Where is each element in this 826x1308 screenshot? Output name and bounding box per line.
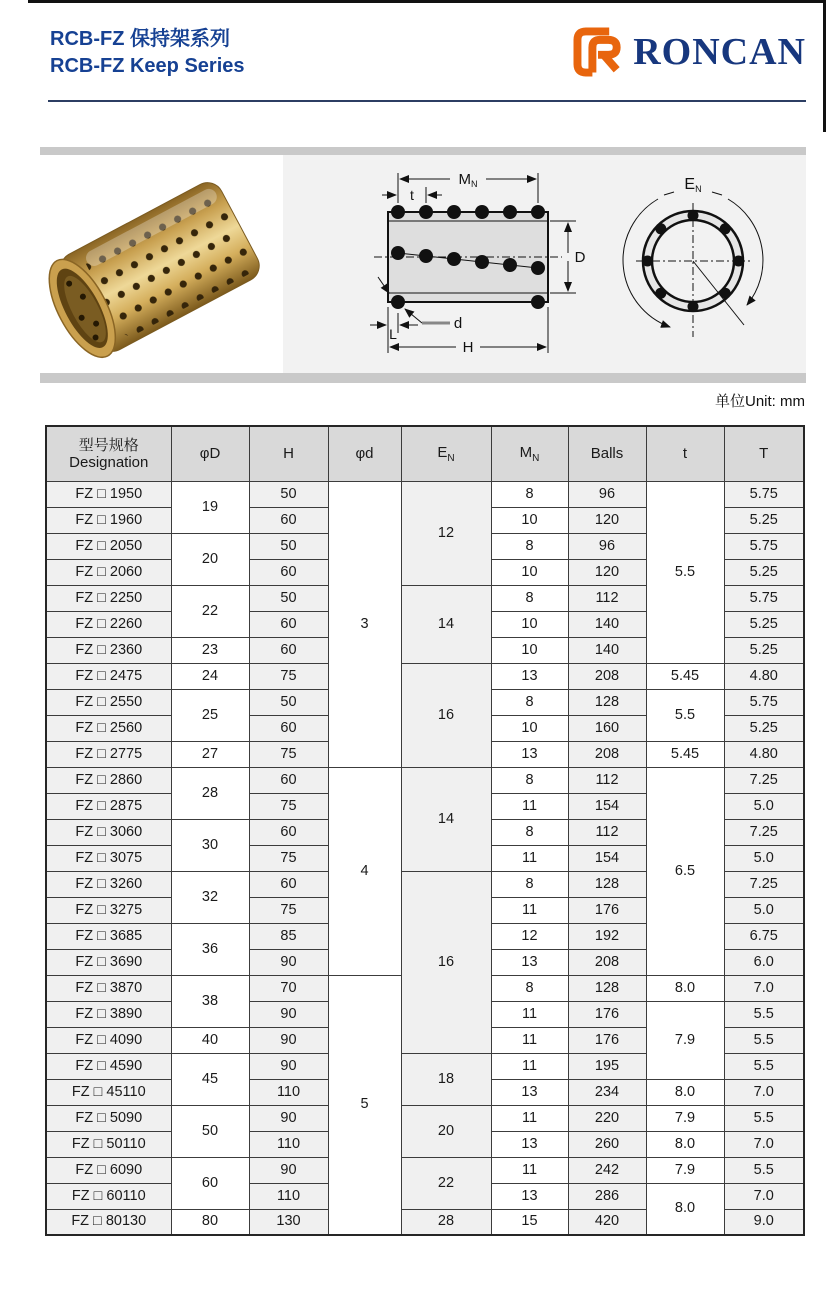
spec-cell: 10	[491, 507, 568, 533]
spec-cell: 45	[171, 1053, 249, 1105]
spec-cell: 130	[249, 1209, 328, 1235]
dim-label-EN: EN	[684, 176, 702, 194]
spec-cell: 75	[249, 793, 328, 819]
spec-cell: 90	[249, 949, 328, 975]
spec-cell: 6.0	[724, 949, 804, 975]
spec-cell: 60	[171, 1157, 249, 1209]
spec-cell: 208	[568, 949, 646, 975]
spec-cell: 13	[491, 1079, 568, 1105]
spec-cell: FZ □ 2560	[46, 715, 171, 741]
spec-cell: FZ □ 2360	[46, 637, 171, 663]
col-header-EN: $E_N$	[401, 426, 491, 481]
figure-band	[40, 147, 806, 383]
spec-cell: FZ □ 3690	[46, 949, 171, 975]
unit-note: 单位Unit: mm	[714, 393, 805, 410]
table-row	[46, 1105, 804, 1131]
spec-cell: 112	[568, 585, 646, 611]
spec-cell: 8.0	[646, 1131, 724, 1157]
spec-cell: 13	[491, 663, 568, 689]
spec-cell: 195	[568, 1053, 646, 1079]
col-header-t: t	[646, 426, 724, 481]
spec-cell: 50	[249, 689, 328, 715]
spec-cell: 420	[568, 1209, 646, 1235]
spec-cell: 50	[171, 1105, 249, 1157]
spec-cell: FZ □ 2260	[46, 611, 171, 637]
spec-cell: 5.5	[646, 481, 724, 663]
spec-cell: 7.0	[724, 1183, 804, 1209]
spec-cell: 176	[568, 897, 646, 923]
spec-cell: 96	[568, 481, 646, 507]
spec-cell: 15	[491, 1209, 568, 1235]
spec-cell: 90	[249, 1027, 328, 1053]
spec-cell: FZ □ 2550	[46, 689, 171, 715]
spec-cell: 75	[249, 845, 328, 871]
spec-cell: 3	[328, 481, 401, 767]
spec-cell: 5.75	[724, 689, 804, 715]
spec-cell: 11	[491, 845, 568, 871]
spec-cell: FZ □ 2060	[46, 559, 171, 585]
spec-cell: 260	[568, 1131, 646, 1157]
spec-cell: 8	[491, 689, 568, 715]
spec-cell: FZ □ 3060	[46, 819, 171, 845]
table-row	[46, 663, 804, 689]
spec-cell: 75	[249, 663, 328, 689]
spec-cell: 90	[249, 1157, 328, 1183]
col-header-balls: Balls	[568, 426, 646, 481]
spec-cell: 75	[249, 897, 328, 923]
spec-cell: 4	[328, 767, 401, 975]
col-header-MN: $M_N$	[491, 426, 568, 481]
spec-cell: 7.9	[646, 1001, 724, 1079]
spec-cell: 5.0	[724, 897, 804, 923]
spec-cell: 7.25	[724, 819, 804, 845]
spec-cell: 10	[491, 611, 568, 637]
spec-cell: 110	[249, 1131, 328, 1157]
brass-ball-cage	[40, 177, 265, 367]
spec-cell: 60	[249, 507, 328, 533]
spec-cell: 176	[568, 1001, 646, 1027]
spec-cell: 10	[491, 559, 568, 585]
spec-cell: 112	[568, 767, 646, 793]
spec-cell: 28	[171, 767, 249, 819]
spec-cell: 5.25	[724, 611, 804, 637]
spec-cell: FZ □ 2875	[46, 793, 171, 819]
dim-label-H: H	[462, 339, 474, 356]
spec-cell: 13	[491, 741, 568, 767]
spec-cell: 140	[568, 637, 646, 663]
spec-table	[45, 425, 805, 1236]
col-header-phiD: φD	[171, 426, 249, 481]
spec-cell: 18	[401, 1053, 491, 1105]
spec-cell: 7.9	[646, 1157, 724, 1183]
spec-cell: 286	[568, 1183, 646, 1209]
spec-cell: 5.5	[724, 1105, 804, 1131]
spec-cell: 14	[401, 767, 491, 871]
spec-cell: 36	[171, 923, 249, 975]
spec-cell: 5.75	[724, 533, 804, 559]
spec-cell: 112	[568, 819, 646, 845]
table-row	[46, 481, 804, 507]
spec-cell: 5.25	[724, 507, 804, 533]
band-top-strip	[40, 147, 806, 155]
spec-cell: 75	[249, 741, 328, 767]
spec-cell: FZ □ 50110	[46, 1131, 171, 1157]
col-header-T: T	[724, 426, 804, 481]
spec-cell: 9.0	[724, 1209, 804, 1235]
spec-cell: 60	[249, 871, 328, 897]
spec-cell: 50	[249, 481, 328, 507]
spec-cell: 5	[328, 975, 401, 1235]
spec-cell: 11	[491, 1001, 568, 1027]
spec-cell: 7.0	[724, 1079, 804, 1105]
spec-cell: 110	[249, 1079, 328, 1105]
band-bottom-strip	[40, 373, 806, 383]
spec-cell: 8	[491, 585, 568, 611]
spec-cell: 10	[491, 715, 568, 741]
spec-cell: 128	[568, 975, 646, 1001]
table-header-row	[46, 426, 804, 481]
spec-cell: 7.25	[724, 871, 804, 897]
spec-cell: FZ □ 3890	[46, 1001, 171, 1027]
spec-cell: 8	[491, 871, 568, 897]
spec-cell: 8.0	[646, 975, 724, 1001]
spec-cell: 19	[171, 481, 249, 533]
col-header-designation	[46, 426, 171, 481]
page-top-border	[28, 0, 826, 3]
spec-cell: 8	[491, 481, 568, 507]
header-divider	[48, 100, 806, 102]
spec-cell: 7.25	[724, 767, 804, 793]
spec-cell: FZ □ 6090	[46, 1157, 171, 1183]
spec-cell: 5.75	[724, 481, 804, 507]
spec-cell: 13	[491, 1131, 568, 1157]
spec-cell: 24	[171, 663, 249, 689]
spec-cell: 5.5	[724, 1001, 804, 1027]
spec-cell: 38	[171, 975, 249, 1027]
spec-cell: 90	[249, 1105, 328, 1131]
spec-cell: 7.9	[646, 1105, 724, 1131]
spec-cell: 192	[568, 923, 646, 949]
spec-cell: 176	[568, 1027, 646, 1053]
band-content	[40, 155, 806, 373]
spec-cell: 20	[401, 1105, 491, 1157]
spec-cell: 11	[491, 793, 568, 819]
spec-cell: 8	[491, 975, 568, 1001]
spec-cell: 5.0	[724, 793, 804, 819]
spec-cell: 25	[171, 689, 249, 741]
spec-table-body	[46, 481, 804, 1235]
product-photo	[40, 155, 283, 373]
spec-cell: 5.5	[646, 689, 724, 741]
spec-cell: 32	[171, 871, 249, 923]
col-header-designation-en: Designation	[69, 453, 149, 471]
spec-cell: 11	[491, 1105, 568, 1131]
spec-cell: 110	[249, 1183, 328, 1209]
dim-label-d: d	[453, 315, 463, 332]
spec-cell: FZ □ 2475	[46, 663, 171, 689]
spec-cell: FZ □ 2775	[46, 741, 171, 767]
end-view-diagram	[598, 163, 788, 363]
col-header-H: H	[249, 426, 328, 481]
spec-cell: 40	[171, 1027, 249, 1053]
spec-cell: FZ □ 4090	[46, 1027, 171, 1053]
side-view-diagram	[338, 157, 588, 365]
spec-cell: 8.0	[646, 1079, 724, 1105]
spec-cell: 50	[249, 533, 328, 559]
spec-cell: 14	[401, 585, 491, 663]
spec-cell: 96	[568, 533, 646, 559]
spec-cell: 12	[401, 481, 491, 585]
spec-cell: FZ □ 3685	[46, 923, 171, 949]
spec-cell: 5.25	[724, 637, 804, 663]
spec-cell: FZ □ 3870	[46, 975, 171, 1001]
spec-cell: 120	[568, 559, 646, 585]
spec-cell: FZ □ 60110	[46, 1183, 171, 1209]
spec-cell: 6.5	[646, 767, 724, 975]
spec-cell: 128	[568, 689, 646, 715]
spec-cell: FZ □ 1960	[46, 507, 171, 533]
spec-cell: 50	[249, 585, 328, 611]
brand-logo	[570, 24, 806, 80]
spec-cell: 128	[568, 871, 646, 897]
spec-cell: FZ □ 45110	[46, 1079, 171, 1105]
spec-cell: 60	[249, 715, 328, 741]
table-row	[46, 767, 804, 793]
table-row	[46, 1157, 804, 1183]
spec-cell: 27	[171, 741, 249, 767]
spec-cell: 5.25	[724, 715, 804, 741]
spec-cell: FZ □ 80130	[46, 1209, 171, 1235]
spec-cell: 208	[568, 741, 646, 767]
brand-monogram-icon	[570, 24, 626, 80]
spec-cell: 70	[249, 975, 328, 1001]
product-photo-panel	[40, 155, 283, 373]
spec-cell: 5.5	[724, 1027, 804, 1053]
spec-cell: 11	[491, 1157, 568, 1183]
spec-cell: 4.80	[724, 741, 804, 767]
spec-cell: 5.5	[724, 1053, 804, 1079]
spec-cell: 60	[249, 637, 328, 663]
spec-cell: 11	[491, 897, 568, 923]
spec-cell: 4.80	[724, 663, 804, 689]
col-header-phid: φd	[328, 426, 401, 481]
spec-cell: FZ □ 3075	[46, 845, 171, 871]
spec-cell: 8	[491, 767, 568, 793]
spec-cell: 8	[491, 533, 568, 559]
series-title-zh: RCB-FZ 保持架系列	[50, 28, 230, 50]
spec-cell: 30	[171, 819, 249, 871]
spec-cell: 13	[491, 949, 568, 975]
spec-cell: 5.0	[724, 845, 804, 871]
spec-cell: 90	[249, 1001, 328, 1027]
spec-cell: FZ □ 3260	[46, 871, 171, 897]
spec-cell: 90	[249, 1053, 328, 1079]
spec-cell: 8.0	[646, 1183, 724, 1235]
dim-label-t: t	[410, 187, 414, 203]
spec-cell: 242	[568, 1157, 646, 1183]
spec-cell: 140	[568, 611, 646, 637]
spec-cell: 11	[491, 1027, 568, 1053]
spec-cell: FZ □ 5090	[46, 1105, 171, 1131]
technical-drawing-panel	[283, 155, 806, 373]
spec-cell: 160	[568, 715, 646, 741]
spec-cell: 208	[568, 663, 646, 689]
dim-label-MN: $M_N$	[458, 171, 478, 189]
spec-cell: FZ □ 4590	[46, 1053, 171, 1079]
spec-cell: 13	[491, 1183, 568, 1209]
spec-cell: 60	[249, 819, 328, 845]
spec-cell: FZ □ 1950	[46, 481, 171, 507]
spec-cell: FZ □ 3275	[46, 897, 171, 923]
spec-cell: 16	[401, 663, 491, 767]
series-title-en: RCB-FZ Keep Series	[50, 55, 245, 77]
spec-cell: 60	[249, 559, 328, 585]
spec-cell: FZ □ 2250	[46, 585, 171, 611]
dim-label-D: D	[574, 249, 586, 266]
spec-cell: 22	[171, 585, 249, 637]
spec-cell: 16	[401, 871, 491, 1053]
spec-cell: 120	[568, 507, 646, 533]
spec-cell: 6.75	[724, 923, 804, 949]
spec-cell: 60	[249, 611, 328, 637]
spec-cell: 8	[491, 819, 568, 845]
spec-cell: 5.25	[724, 559, 804, 585]
spec-cell: 60	[249, 767, 328, 793]
spec-cell: 154	[568, 793, 646, 819]
page-title	[50, 26, 245, 80]
spec-cell: 7.0	[724, 975, 804, 1001]
spec-cell: 220	[568, 1105, 646, 1131]
spec-cell: 5.45	[646, 741, 724, 767]
spec-cell: FZ □ 2860	[46, 767, 171, 793]
spec-cell: 23	[171, 637, 249, 663]
spec-cell: 234	[568, 1079, 646, 1105]
spec-cell: 85	[249, 923, 328, 949]
spec-cell: 10	[491, 637, 568, 663]
spec-cell: 12	[491, 923, 568, 949]
spec-cell: 28	[401, 1209, 491, 1235]
spec-cell: 7.0	[724, 1131, 804, 1157]
spec-cell: FZ □ 2050	[46, 533, 171, 559]
spec-cell: 22	[401, 1157, 491, 1209]
brand-name: RONCAN	[633, 31, 806, 73]
spec-cell: 154	[568, 845, 646, 871]
spec-cell: 5.45	[646, 663, 724, 689]
spec-cell: 11	[491, 1053, 568, 1079]
spec-cell: 5.75	[724, 585, 804, 611]
spec-cell: 20	[171, 533, 249, 585]
dim-label-L: L	[389, 326, 397, 342]
col-header-designation-zh: 型号规格	[78, 436, 139, 454]
spec-cell: 5.5	[724, 1157, 804, 1183]
spec-cell: 80	[171, 1209, 249, 1235]
